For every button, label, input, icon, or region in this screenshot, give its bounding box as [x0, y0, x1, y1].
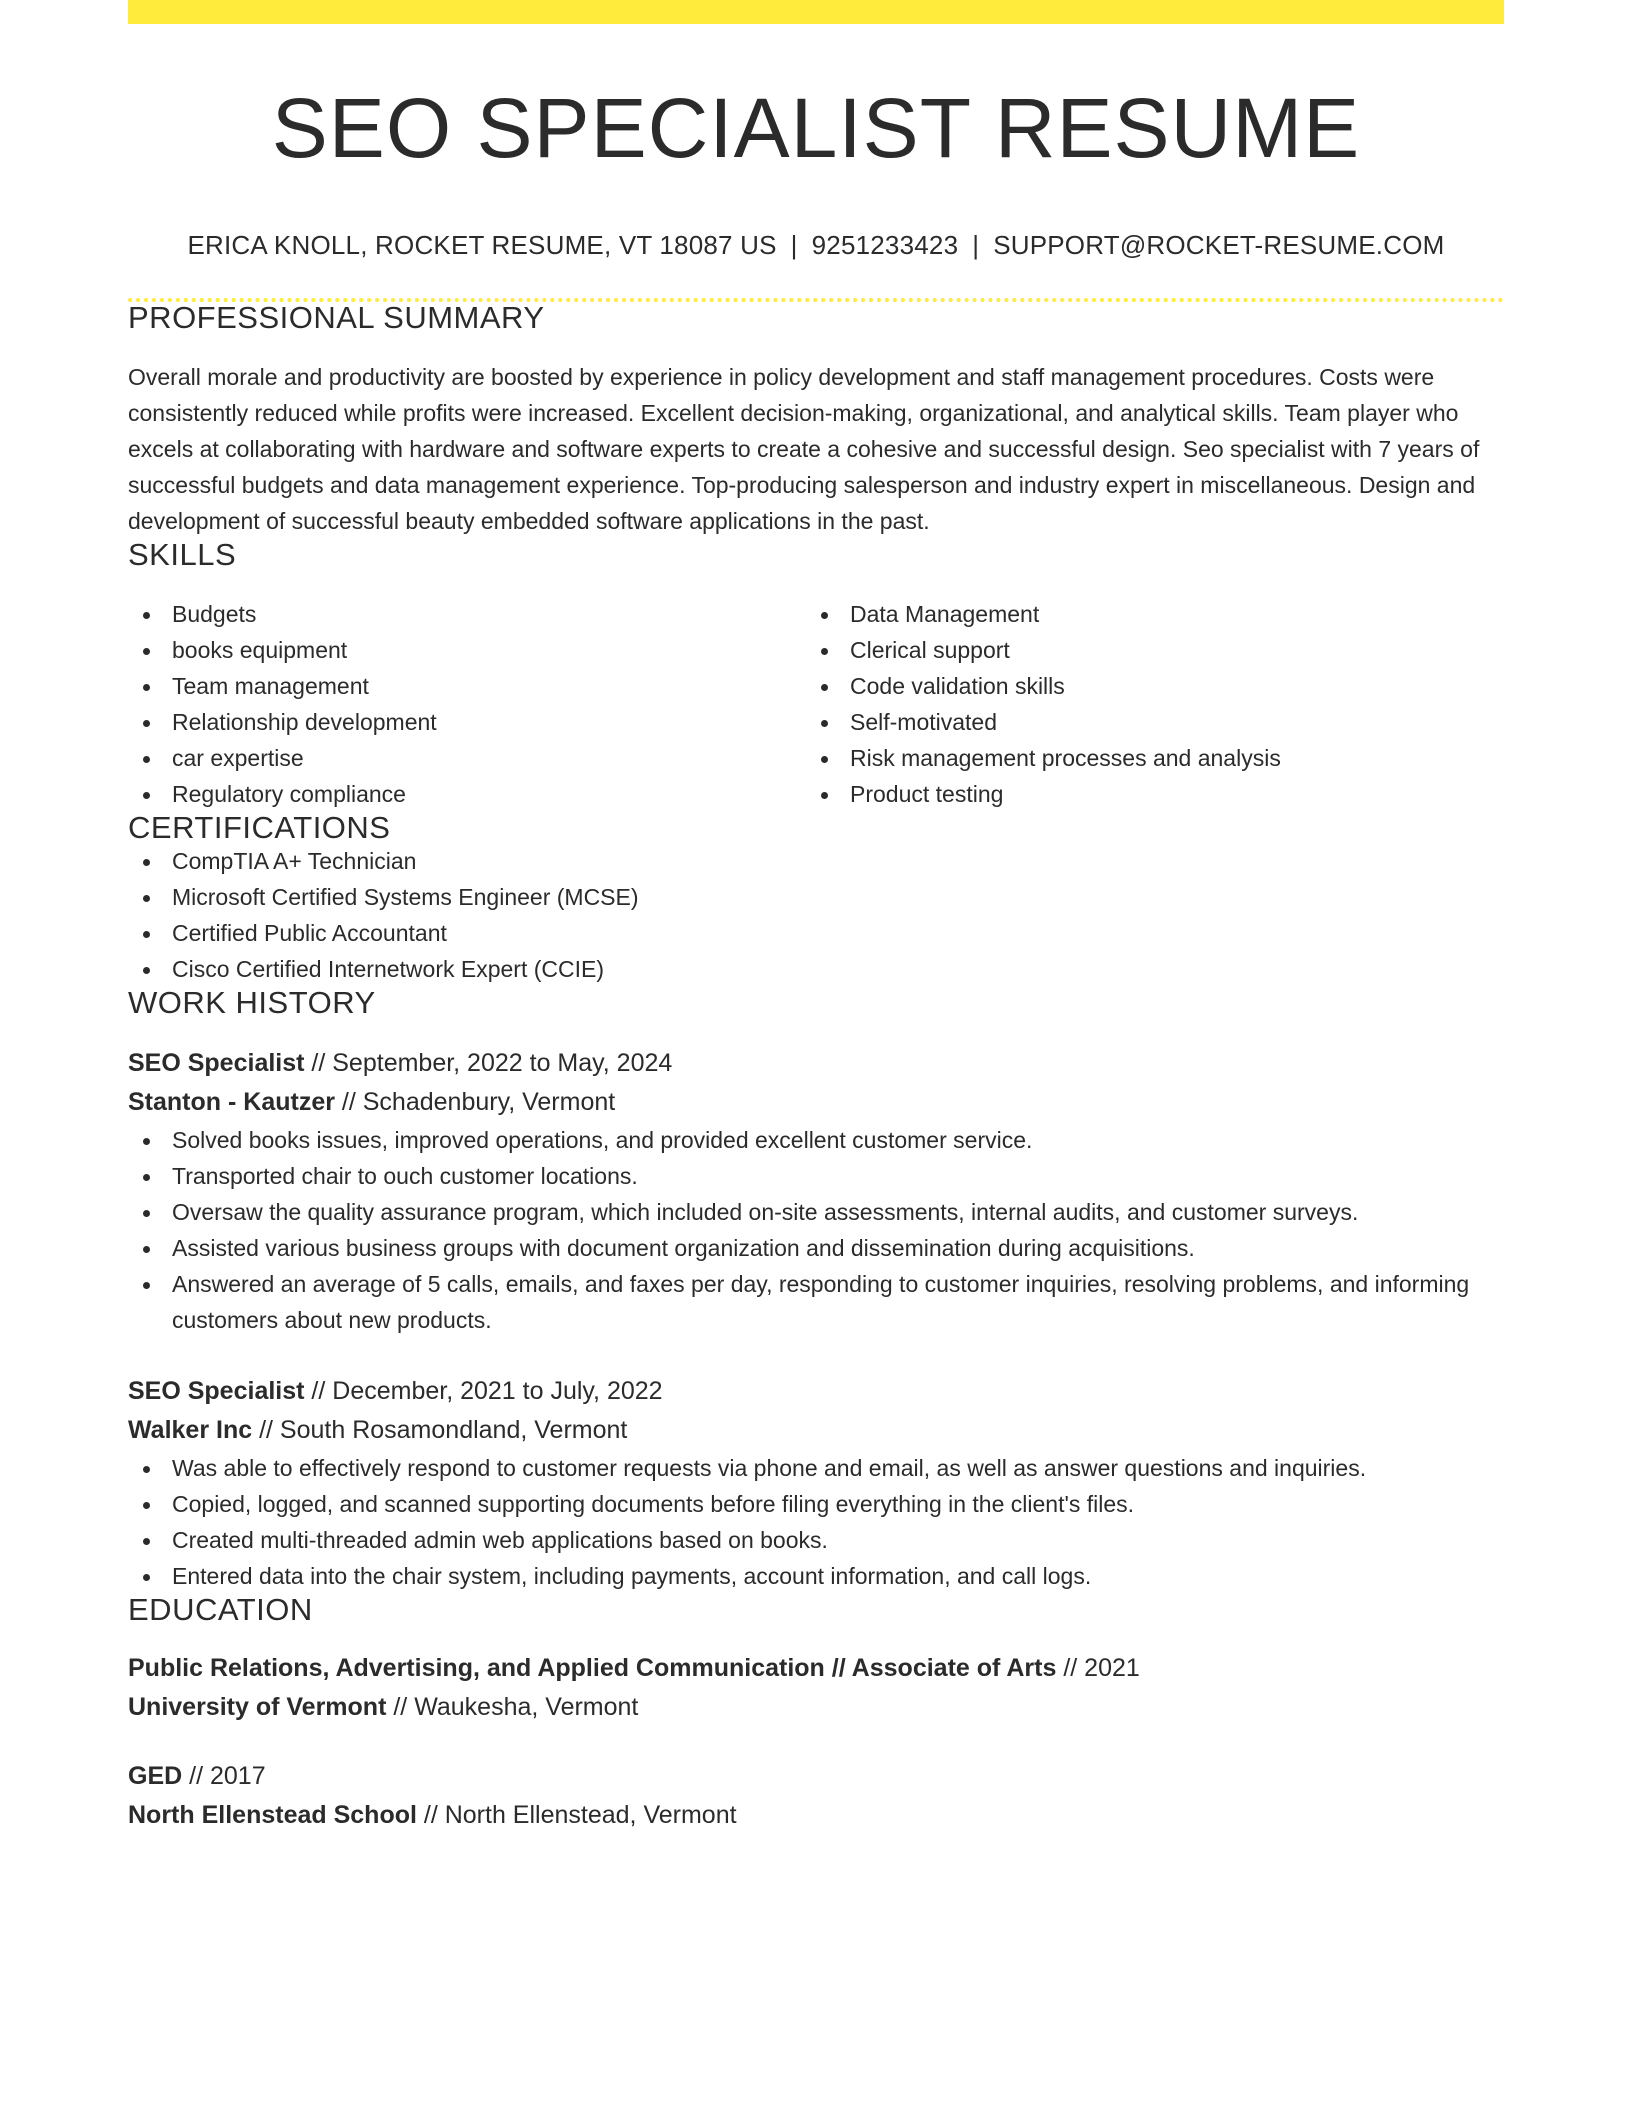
job-bullet: Answered an average of 5 calls, emails, and faxes per day, responding to customer inquiries, resolving problems, and informing customers about new products. — [128, 1266, 1504, 1338]
skill-item: Clerical support — [806, 632, 1484, 668]
skills-list-right — [806, 596, 1484, 812]
certification-item: Certified Public Accountant — [128, 915, 1504, 951]
skill-item: Self-motivated — [806, 704, 1484, 740]
summary-heading: PROFESSIONAL SUMMARY — [128, 300, 545, 335]
job-title-line — [128, 1044, 1504, 1082]
job-location: // Schadenbury, Vermont — [341, 1088, 616, 1116]
certification-item: Microsoft Certified Systems Engineer (MCSE) — [128, 879, 1504, 915]
skills-list-left — [128, 596, 806, 812]
skill-item: Risk management processes and analysis — [806, 740, 1484, 776]
job-bullet: Oversaw the quality assurance program, which included on-site assessments, internal audits, and customer surveys. — [128, 1194, 1504, 1230]
education-school-line — [128, 1687, 1504, 1727]
skill-item: Data Management — [806, 596, 1484, 632]
certification-item: CompTIA A+ Technician — [128, 843, 1504, 879]
job-bullets — [128, 1122, 1504, 1338]
education-school: North Ellenstead School — [128, 1801, 417, 1829]
resume-page — [128, 0, 1504, 1835]
education-year: // 2021 — [1063, 1654, 1140, 1682]
job-dates: // December, 2021 to July, 2022 — [311, 1377, 663, 1405]
education-year: // 2017 — [189, 1762, 266, 1790]
job-entry — [128, 1372, 1504, 1594]
education-heading: EDUCATION — [128, 1592, 313, 1627]
job-bullet: Created multi-threaded admin web applications based on books. — [128, 1522, 1504, 1558]
contact-phone: 9251233423 — [811, 230, 959, 260]
contact-separator: | — [790, 230, 798, 260]
work-history-heading: WORK HISTORY — [128, 985, 376, 1020]
job-company: Stanton - Kautzer — [128, 1088, 335, 1116]
education-degree: GED — [128, 1762, 183, 1790]
job-bullet: Solved books issues, improved operations, and provided excellent customer service. — [128, 1122, 1504, 1158]
skill-item: Product testing — [806, 776, 1484, 812]
skills-columns — [128, 596, 1504, 812]
skill-item: car expertise — [128, 740, 806, 776]
contact-email: SUPPORT@ROCKET-RESUME.COM — [993, 230, 1445, 260]
skills-heading: SKILLS — [128, 537, 237, 572]
job-bullet: Assisted various business groups with document organization and dissemination during acquisitions. — [128, 1230, 1504, 1266]
education-entry — [128, 1649, 1504, 1727]
certification-item: Cisco Certified Internetwork Expert (CCIE) — [128, 951, 1504, 987]
job-company-line — [128, 1410, 1504, 1450]
skill-item: Relationship development — [128, 704, 806, 740]
education-degree-line — [128, 1757, 1504, 1795]
education-entry — [128, 1757, 1504, 1835]
education-degree-line — [128, 1649, 1504, 1687]
education-degree: Public Relations, Advertising, and Applied Communication // Associate of Arts — [128, 1654, 1057, 1682]
job-bullet: Transported chair to ouch customer locations. — [128, 1158, 1504, 1194]
certifications-heading: CERTIFICATIONS — [128, 810, 391, 845]
job-title-line — [128, 1372, 1504, 1410]
resume-title: SEO SPECIALIST RESUME — [271, 81, 1361, 175]
job-company: Walker Inc — [128, 1416, 253, 1444]
job-company-line — [128, 1082, 1504, 1122]
job-title: SEO Specialist — [128, 1049, 305, 1077]
skill-item: books equipment — [128, 632, 806, 668]
certifications-list — [128, 843, 1504, 987]
skill-item: Budgets — [128, 596, 806, 632]
job-location: // South Rosamondland, Vermont — [259, 1416, 628, 1444]
job-bullets — [128, 1450, 1504, 1594]
education-location: // North Ellenstead, Vermont — [423, 1801, 737, 1829]
summary-text: Overall morale and productivity are boosted by experience in policy development and staff management procedures. Costs were consistently reduced while profits were increased. Excellent decision-making, organizational, and analytical skills. Team player who excels at collaborating with hardware and software experts to create a cohesive and successful design. Seo specialist with 7 years of successful budgets and data management experience. Top-producing salesperson and industry expert in miscellaneous. Design and development of successful beauty embedded software applications in the past. — [128, 364, 1480, 534]
contact-line — [128, 232, 1504, 258]
education-school-line — [128, 1795, 1504, 1835]
skill-item: Regulatory compliance — [128, 776, 806, 812]
job-bullet: Was able to effectively respond to customer requests via phone and email, as well as answer questions and inquiries. — [128, 1450, 1504, 1486]
job-bullet: Entered data into the chair system, including payments, account information, and call logs. — [128, 1558, 1504, 1594]
contact-address: ERICA KNOLL, ROCKET RESUME, VT 18087 US — [187, 230, 777, 260]
skill-item: Code validation skills — [806, 668, 1484, 704]
education-school: University of Vermont — [128, 1693, 387, 1721]
job-bullet: Copied, logged, and scanned supporting documents before filing everything in the client's files. — [128, 1486, 1504, 1522]
skill-item: Team management — [128, 668, 806, 704]
contact-separator: | — [972, 230, 980, 260]
job-entry — [128, 1044, 1504, 1338]
job-dates: // September, 2022 to May, 2024 — [311, 1049, 673, 1077]
job-title: SEO Specialist — [128, 1377, 305, 1405]
accent-top-bar — [128, 0, 1504, 24]
education-location: // Waukesha, Vermont — [393, 1693, 639, 1721]
